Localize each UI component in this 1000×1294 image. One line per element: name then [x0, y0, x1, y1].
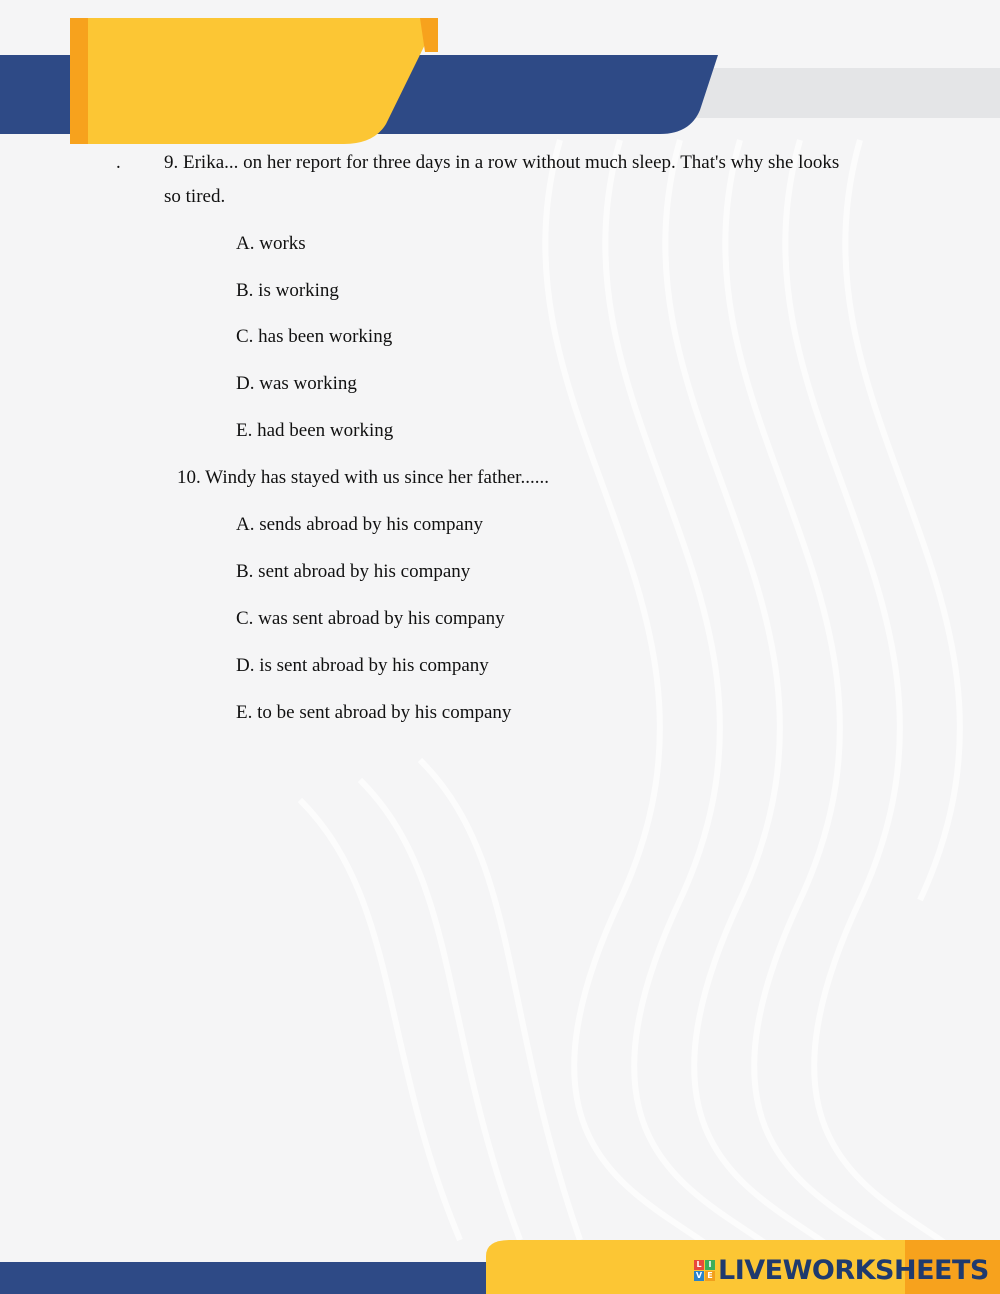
question-9-option-b[interactable]: B. is working	[236, 280, 339, 301]
question-9-text: 9. Erika... on her report for three days in a row without much sleep. That's why she looks	[164, 152, 840, 173]
question-10-text: 10. Windy has stayed with us since her father......	[177, 467, 549, 488]
question-10-option-b[interactable]: B. sent abroad by his company	[236, 561, 471, 582]
logo-block-v: V	[695, 1270, 703, 1280]
question-9-text-continued: so tired.	[164, 186, 226, 207]
header-banner	[0, 0, 1000, 150]
question-10-option-e[interactable]: E. to be sent abroad by his company	[236, 702, 512, 723]
question-9-option-e[interactable]: E. had been working	[236, 420, 394, 441]
liveworksheets-logo[interactable]	[694, 1252, 989, 1288]
logo-blocks-icon	[694, 1260, 715, 1281]
question-10-option-a[interactable]: A. sends abroad by his company	[236, 514, 483, 535]
question-9-option-d[interactable]: D. was working	[236, 373, 357, 394]
question-10-option-c[interactable]: C. was sent abroad by his company	[236, 608, 505, 629]
question-10-option-d[interactable]: D. is sent abroad by his company	[236, 655, 489, 676]
question-9-option-a[interactable]: A. works	[236, 233, 306, 254]
logo-block-l: L	[694, 1260, 704, 1270]
logo-block-e: E	[705, 1271, 715, 1281]
logo-text: LIVEWORKSHEETS	[718, 1254, 989, 1286]
logo-block-i: I	[705, 1260, 715, 1270]
list-bullet: .	[116, 152, 121, 173]
question-9-option-c[interactable]: C. has been working	[236, 326, 393, 347]
